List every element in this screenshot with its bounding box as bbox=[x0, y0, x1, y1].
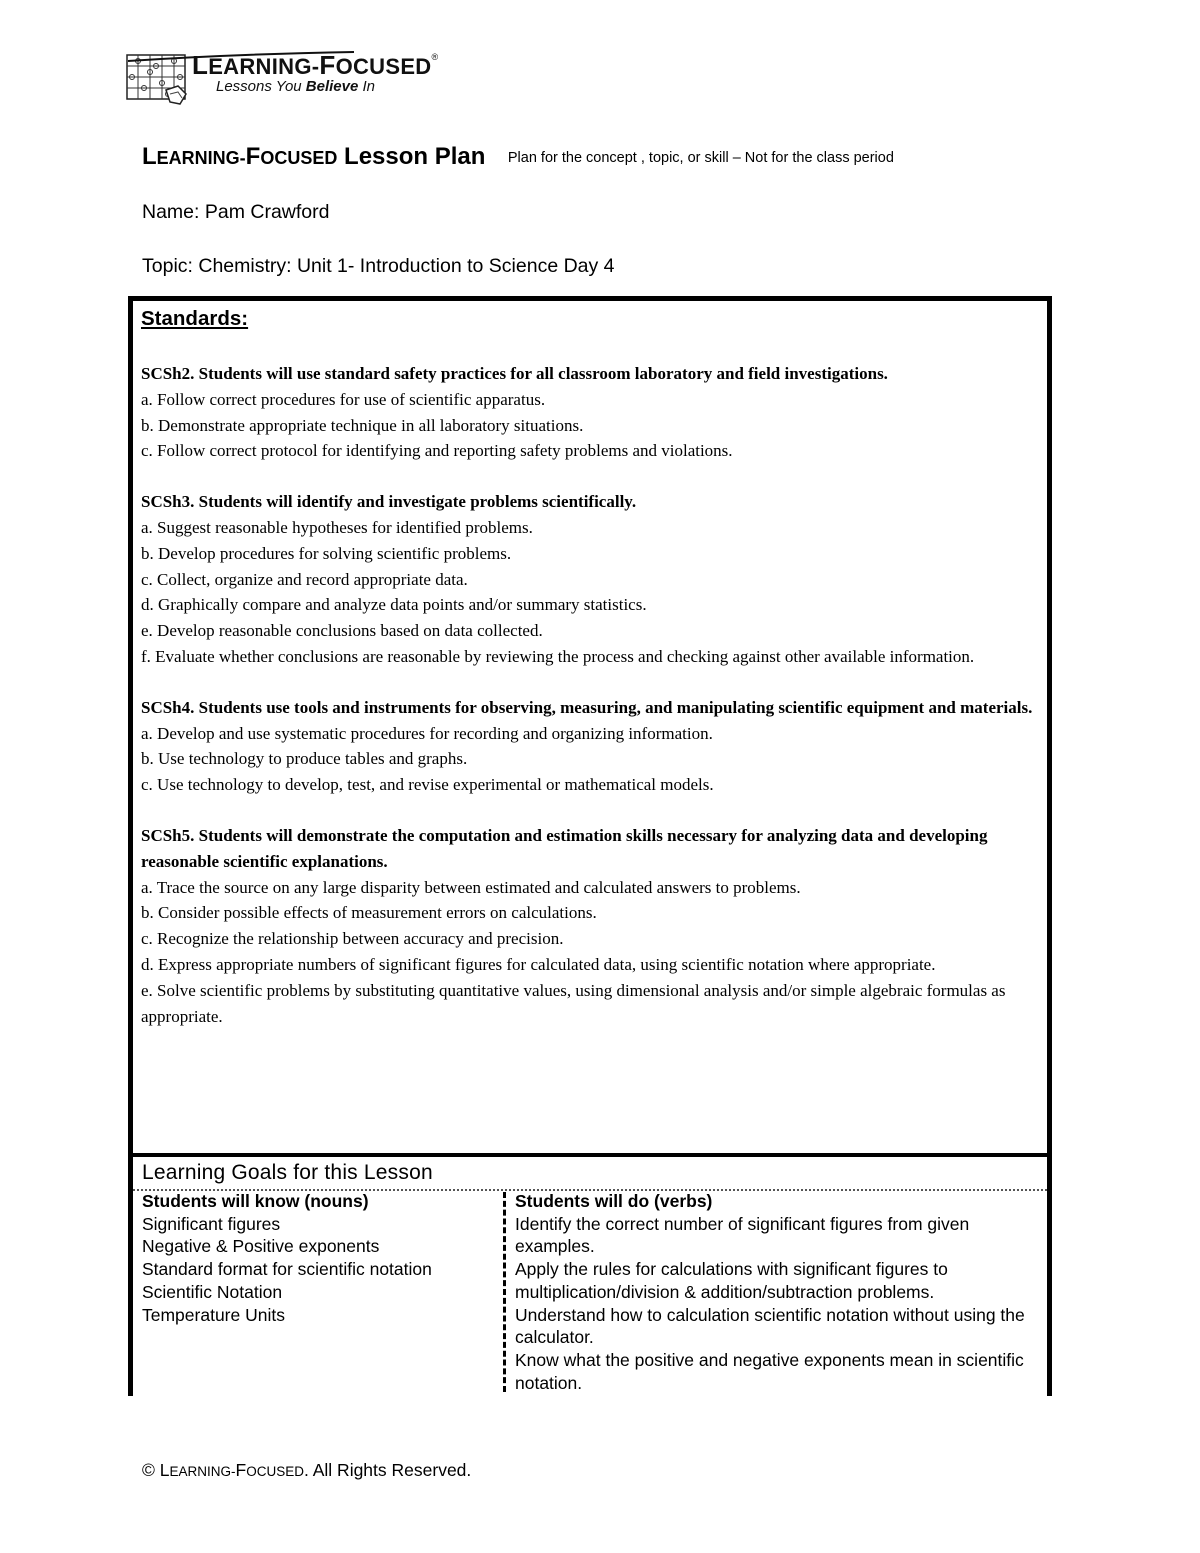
standard-title: SCSh5. Students will demonstrate the computation and estimation skills necessary for analyzing data and developing reasonable scientific explanations. bbox=[141, 825, 988, 871]
standard-title: SCSh4. Students use tools and instruments for observing, measuring, and manipulating scientific equipment and materials. bbox=[141, 697, 1033, 717]
students-will-do-column bbox=[515, 1190, 1035, 1394]
standard-item: b. Use technology to produce tables and graphs. bbox=[141, 749, 468, 769]
students-will-know-column bbox=[142, 1190, 497, 1326]
know-item: Negative & Positive exponents bbox=[142, 1236, 380, 1257]
standard-item: d. Express appropriate numbers of significant figures for calculated data, using scientific notation where appropriate. bbox=[141, 954, 936, 974]
logo-wordmark: LEARNING-FOCUSED® bbox=[192, 50, 439, 80]
standard-item: a. Suggest reasonable hypotheses for identified problems. bbox=[141, 517, 533, 537]
standard-item: b. Consider possible effects of measurement errors on calculations. bbox=[141, 903, 597, 923]
standard-block-scsh2 bbox=[141, 361, 1039, 464]
standard-item: f. Evaluate whether conclusions are reasonable by reviewing the process and checking against other available information. bbox=[141, 646, 975, 666]
standard-item: b. Demonstrate appropriate technique in all laboratory situations. bbox=[141, 415, 584, 435]
standard-item: d. Graphically compare and analyze data points and/or summary statistics. bbox=[141, 595, 647, 615]
standard-item: c. Recognize the relationship between accuracy and precision. bbox=[141, 929, 564, 949]
copyright-footer: © LEARNING-FOCUSED. All Rights Reserved. bbox=[142, 1460, 472, 1480]
standard-block-scsh5 bbox=[141, 823, 1039, 1029]
logo-tagline: Lessons You Believe In bbox=[216, 78, 376, 95]
standard-item: c. Collect, organize and record appropriate data. bbox=[141, 569, 468, 589]
standard-block-scsh3 bbox=[141, 489, 1039, 670]
name-field: Name: Pam Crawford bbox=[142, 201, 330, 223]
do-item: Understand how to calculation scientific notation without using the calculator. bbox=[515, 1304, 1025, 1348]
know-item: Significant figures bbox=[142, 1213, 281, 1234]
standard-item: b. Develop procedures for solving scientific problems. bbox=[141, 543, 512, 563]
page-subtitle: Plan for the concept , topic, or skill – Not for the class period bbox=[507, 150, 894, 166]
standard-item: a. Trace the source on any large disparity between estimated and calculated answers to problems. bbox=[141, 877, 801, 897]
know-item: Standard format for scientific notation bbox=[142, 1259, 432, 1280]
standard-item: c. Follow correct protocol for identifying and reporting safety problems and violations. bbox=[141, 441, 733, 461]
swoosh-underline-icon bbox=[126, 50, 356, 64]
standard-block-scsh4 bbox=[141, 695, 1039, 798]
know-item: Temperature Units bbox=[142, 1304, 285, 1325]
lesson-plan-title-line bbox=[142, 143, 894, 171]
standard-item: e. Solve scientific problems by substituting quantitative values, using dimensional analysis and/or simple algebraic formulas as appropriate. bbox=[141, 980, 1006, 1026]
standard-item: c. Use technology to develop, test, and revise experimental or mathematical models. bbox=[141, 775, 714, 795]
standard-item: a. Develop and use systematic procedures for recording and organizing information. bbox=[141, 723, 713, 743]
goals-column-divider bbox=[503, 1192, 506, 1392]
standard-title: SCSh2. Students will use standard safety practices for all classroom laboratory and field investigations. bbox=[141, 364, 888, 383]
know-item: Scientific Notation bbox=[142, 1281, 283, 1302]
standards-heading: Standards: bbox=[141, 307, 249, 330]
trademark-symbol: ® bbox=[431, 52, 439, 62]
standard-item: a. Follow correct procedures for use of scientific apparatus. bbox=[141, 389, 546, 409]
know-heading: Students will know (nouns) bbox=[142, 1191, 369, 1211]
learning-focused-logo bbox=[126, 50, 439, 108]
standard-item: e. Develop reasonable conclusions based on data collected. bbox=[141, 621, 543, 641]
learning-goals-title: Learning Goals for this Lesson bbox=[142, 1161, 433, 1184]
page-title: LEARNING-FOCUSED Lesson Plan bbox=[142, 143, 486, 170]
topic-field: Topic: Chemistry: Unit 1- Introduction to Science Day 4 bbox=[142, 255, 615, 277]
do-item: Know what the positive and negative exponents mean in scientific notation. bbox=[515, 1349, 1024, 1393]
standard-title: SCSh3. Students will identify and investigate problems scientifically. bbox=[141, 492, 637, 512]
section-divider bbox=[128, 1153, 1052, 1157]
do-heading: Students will do (verbs) bbox=[515, 1191, 713, 1211]
do-item: Apply the rules for calculations with significant figures to multiplication/division & addition/subtraction problems. bbox=[515, 1259, 948, 1302]
do-item: Identify the correct number of significant figures from given examples. bbox=[515, 1213, 970, 1257]
